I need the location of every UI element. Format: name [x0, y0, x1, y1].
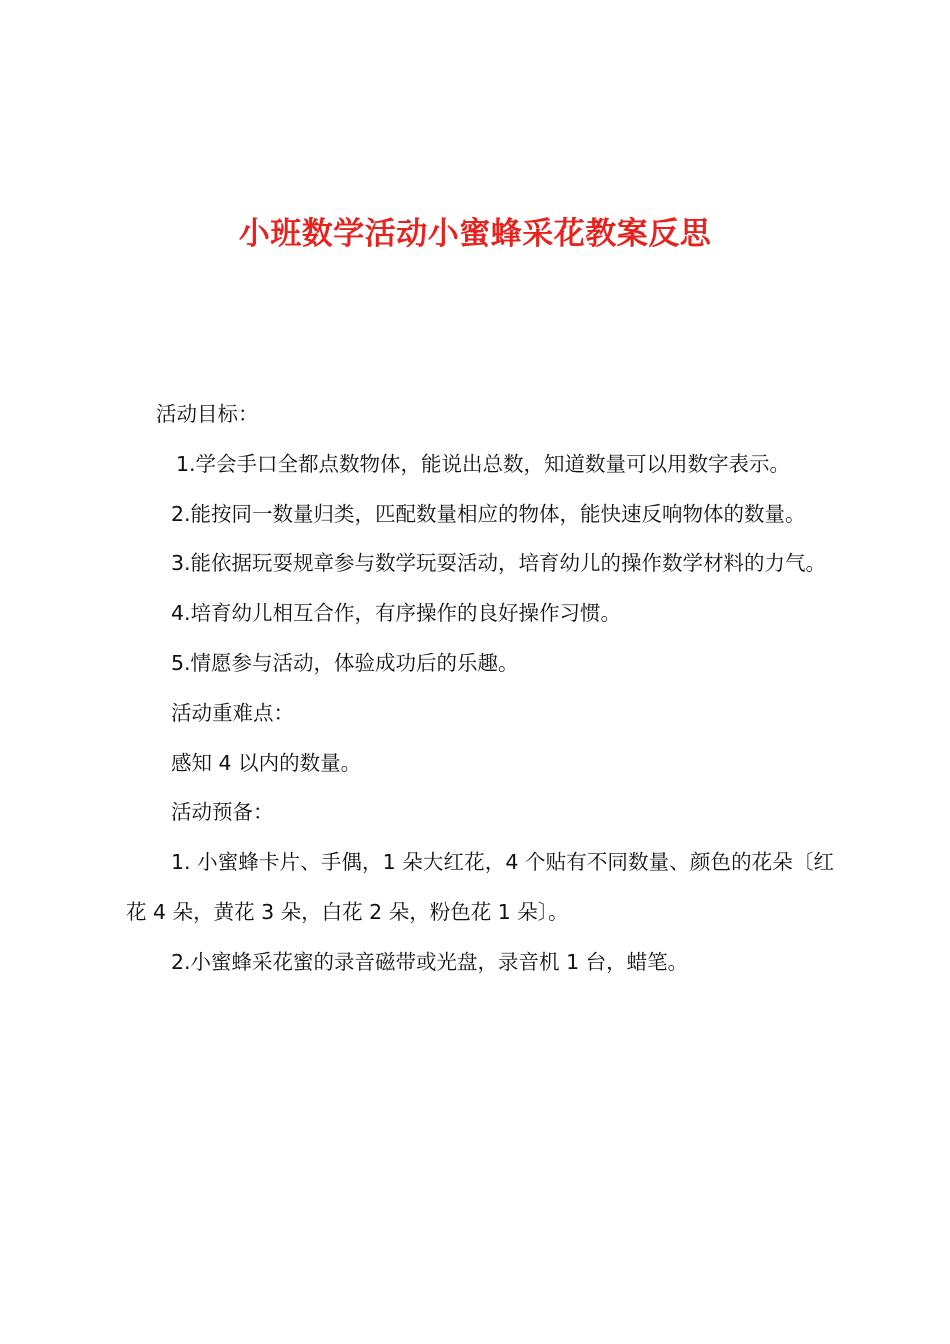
- goal-item-4: 4.培育幼儿相互合作，有序操作的良好操作习惯。: [171, 601, 622, 626]
- goal-item-2: 2.能按同一数量归类，匹配数量相应的物体，能快速反响物体的数量。: [171, 501, 806, 526]
- section-heading-goals: 活动目标：: [156, 402, 259, 426]
- document-title: 小班数学活动小蜜蜂采花教案反思: [238, 216, 712, 252]
- key-point-text: 感知 4 以内的数量。: [171, 750, 362, 775]
- goal-item-5: 5.情愿参与活动，体验成功后的乐趣。: [171, 650, 519, 675]
- preparation-item-1: 1. 小蜜蜂卡片、手偶，1 朵大红花，4 个贴有不同数量、颜色的花朵〔红花 4 朵，黄花 3 朵，白花 2 朵，粉色花 1 朵〕。: [126, 850, 834, 924]
- section-heading-preparation: 活动预备：: [171, 800, 274, 825]
- goal-item-3: 3.能依据玩耍规章参与数学玩耍活动，培育幼儿的操作数学材料的力气。: [171, 551, 827, 576]
- section-heading-key-points: 活动重难点：: [171, 700, 294, 725]
- goal-item-1: 1.学会手口全都点数物体，能说出总数，知道数量可以用数字表示。: [176, 451, 791, 476]
- document-body: [126, 390, 834, 988]
- preparation-item-2: 2.小蜜蜂采花蜜的录音磁带或光盘，录音机 1 台，蜡笔。: [171, 949, 689, 974]
